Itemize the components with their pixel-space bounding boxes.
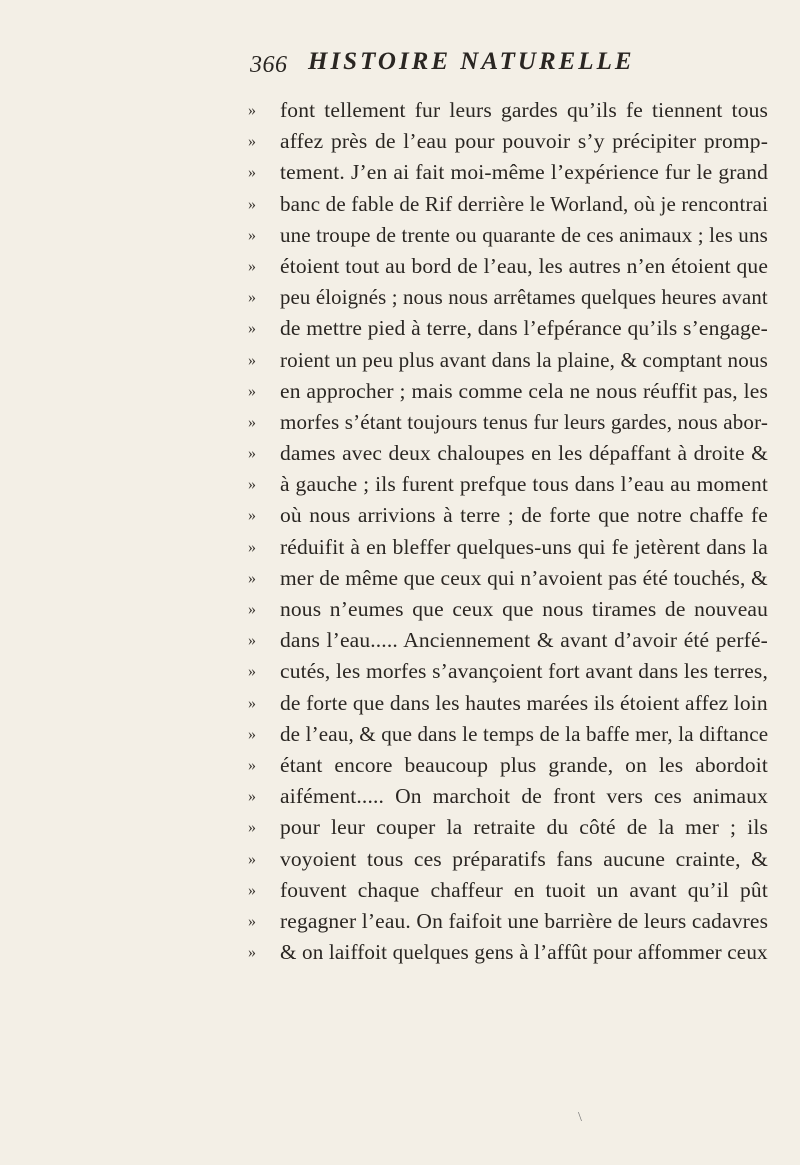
line-text: voyoient tous ces préparatifs fans aucune crainte, & xyxy=(280,846,769,871)
quote-mark: » xyxy=(248,195,256,213)
line-text: roient un peu plus avant dans la plaine, & comptant nous xyxy=(280,347,768,372)
quote-mark: » xyxy=(248,850,256,868)
text-line xyxy=(248,750,768,781)
quote-mark: » xyxy=(248,445,256,463)
line-text: étant encore beaucoup plus grande, on les abordoit xyxy=(280,752,768,777)
line-text: où nous arrivions à terre ; de forte que notre chaffe fe xyxy=(280,503,768,528)
quote-mark: » xyxy=(248,226,256,244)
text-line xyxy=(248,532,768,563)
quote-mark: » xyxy=(248,632,256,650)
text-line xyxy=(248,812,768,843)
text-line xyxy=(248,500,768,531)
body-text xyxy=(248,95,768,968)
text-line xyxy=(248,251,768,282)
text-line xyxy=(248,157,768,188)
quote-mark: » xyxy=(248,756,256,774)
line-text: de mettre pied à terre, dans l’efpérance qu’ils s’engage- xyxy=(280,316,768,341)
text-line xyxy=(248,656,768,687)
text-line xyxy=(248,345,768,376)
line-text: de forte que dans les hautes marées ils étoient affez loin xyxy=(280,690,768,715)
text-line xyxy=(248,781,768,812)
quote-mark: » xyxy=(248,538,256,556)
quote-mark: » xyxy=(248,320,256,338)
line-text: banc de fable de Rif derrière le Worland, où je rencontrai xyxy=(280,191,769,216)
text-line xyxy=(248,937,768,968)
quote-mark: » xyxy=(248,382,256,400)
line-text: en approcher ; mais comme cela ne nous réuffit pas, les xyxy=(280,378,768,403)
line-text: & on laiffoit quelques gens à l’affût pour affommer ceux xyxy=(280,940,768,965)
quote-mark: » xyxy=(248,133,256,151)
quote-mark: » xyxy=(248,663,256,681)
line-text: nous n’eumes que ceux que nous tirames de nouveau xyxy=(280,597,768,621)
text-line xyxy=(248,126,768,157)
page-header xyxy=(250,44,680,84)
text-line xyxy=(248,719,768,750)
quote-mark: » xyxy=(248,819,256,837)
quote-mark: » xyxy=(248,601,256,618)
line-text: regagner l’eau. On faifoit une barrière de leurs cadavres xyxy=(280,908,769,933)
line-text: peu éloignés ; nous nous arrêtames quelques heures avant xyxy=(280,285,768,310)
line-text: étoient tout au bord de l’eau, les autres n’en étoient que xyxy=(280,253,769,278)
text-line xyxy=(248,594,768,625)
text-line xyxy=(248,688,768,719)
text-line xyxy=(248,95,768,126)
quote-mark: » xyxy=(248,476,256,494)
line-text: tement. J’en ai fait moi-même l’expérience fur le grand xyxy=(280,160,769,185)
line-text: dames avec deux chaloupes en les dépaffant à droite & xyxy=(280,441,768,466)
text-line xyxy=(248,220,768,251)
stray-mark: \ xyxy=(578,1110,582,1125)
line-text: pour leur couper la retraite du côté de la mer ; ils xyxy=(280,815,768,840)
line-text: fouvent chaque chaffeur en tuoit un avant qu’il pût xyxy=(280,877,768,902)
text-line xyxy=(248,469,768,500)
quote-mark: » xyxy=(248,164,256,182)
quote-mark: » xyxy=(248,912,256,930)
line-text: réduifit à en bleffer quelques-uns qui fe jetèrent dans la xyxy=(280,534,768,559)
text-line xyxy=(248,189,768,220)
text-line xyxy=(248,625,768,656)
text-line xyxy=(248,376,768,407)
line-text: font tellement fur leurs gardes qu’ils fe tiennent tous xyxy=(280,98,769,122)
quote-mark: » xyxy=(248,351,256,369)
text-line xyxy=(248,313,768,344)
quote-mark: » xyxy=(248,102,256,119)
line-text: dans l’eau..... Anciennement & avant d’avoir été perfé- xyxy=(280,628,768,653)
line-text: morfes s’étant toujours tenus fur leurs gardes, nous abor- xyxy=(280,409,769,434)
quote-mark: » xyxy=(248,725,256,743)
text-line xyxy=(248,906,768,937)
line-text: cutés, les morfes s’avançoient fort avant dans les terres, xyxy=(280,659,768,684)
quote-mark: » xyxy=(248,257,256,275)
text-line xyxy=(248,875,768,906)
quote-mark: » xyxy=(248,507,256,525)
line-text: affez près de l’eau pour pouvoir s’y précipiter promp- xyxy=(280,129,769,154)
line-text: aifément..... On marchoit de front vers ces animaux xyxy=(280,784,769,809)
quote-mark: » xyxy=(248,944,256,962)
page-number: 366 xyxy=(250,52,288,78)
text-line xyxy=(248,407,768,438)
text-line xyxy=(248,563,768,594)
line-text: une troupe de trente ou quarante de ces animaux ; les uns xyxy=(280,222,768,247)
running-title: HISTOIRE NATURELLE xyxy=(308,48,635,75)
line-text: à gauche ; ils furent prefque tous dans l’eau au moment xyxy=(280,472,768,497)
quote-mark: » xyxy=(248,289,256,307)
quote-mark: » xyxy=(248,569,256,587)
text-line xyxy=(248,282,768,313)
quote-mark: » xyxy=(248,694,256,712)
quote-mark: » xyxy=(248,413,256,431)
text-line xyxy=(248,844,768,875)
line-text: mer de même que ceux qui n’avoient pas été touchés, & xyxy=(280,565,768,590)
quote-mark: » xyxy=(248,788,256,806)
line-text: de l’eau, & que dans le temps de la baffe mer, la diftance xyxy=(280,721,769,746)
quote-mark: » xyxy=(248,881,256,899)
text-line xyxy=(248,438,768,469)
